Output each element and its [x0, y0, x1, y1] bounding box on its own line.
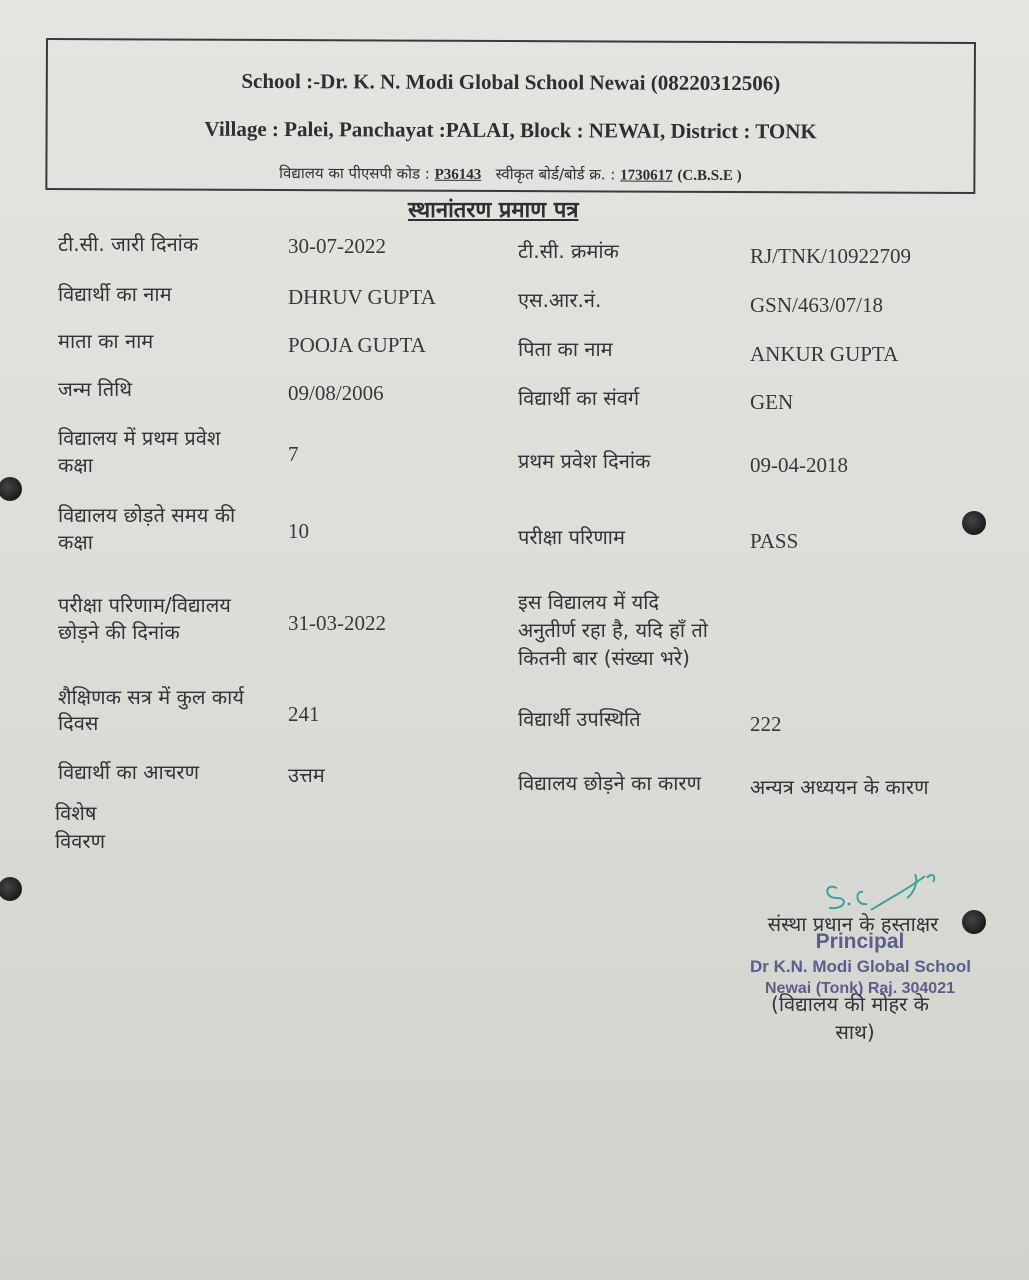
leaving-date-label-line1: परीक्षा परिणाम/विद्यालय: [58, 593, 231, 617]
board-type: (C.B.S.E ): [677, 167, 742, 185]
working-days-label-line1: शैक्षिणक सत्र में कुल कार्य: [58, 685, 244, 709]
conduct-value: उत्तम: [288, 763, 325, 787]
failed-count-label-line3: कितनी बार (संख्या भरे): [518, 646, 690, 670]
psp-code-label: विद्यालय का पीएसपी कोड :: [279, 164, 430, 183]
tc-number-label: टी.सी. क्रमांक: [518, 239, 619, 263]
stamp-address: Newai (Tonk) Raj. 304021: [765, 980, 955, 997]
punch-hole-left-top: [0, 477, 22, 501]
board-label: स्वीकृत बोर्ड/बोर्ड क्र. :: [495, 164, 616, 184]
school-header-box: [45, 38, 976, 194]
sr-number-value: GSN/463/07/18: [750, 293, 884, 317]
category-label: विद्यार्थी का संवर्ग: [518, 386, 640, 410]
document-title: स्थानांतरण प्रमाण पत्र: [408, 198, 579, 223]
tc-number-value: RJ/TNK/10922709: [750, 244, 912, 268]
attendance-label: विद्यार्थी उपस्थिति: [518, 707, 641, 731]
father-name-label: पिता का नाम: [518, 337, 613, 361]
signature-label-line2: (विद्यालय की मोहर के: [771, 992, 929, 1016]
leaving-class-label-line1: विद्यालय छोड़ते समय की: [58, 503, 236, 527]
school-address-line: Village : Palei, Panchayat :PALAI, Block : NEWAI, District : TONK: [204, 116, 817, 144]
first-admission-class-label-line1: विद्यालय में प्रथम प्रवेश: [58, 426, 221, 450]
student-name-value: DHRUV GUPTA: [288, 285, 436, 309]
mother-name-value: POOJA GUPTA: [288, 333, 426, 357]
tc-issue-date-label: टी.सी. जारी दिनांक: [58, 232, 199, 256]
school-name-line: School :-Dr. K. N. Modi Global School Newai (08220312506): [241, 68, 781, 96]
mother-name-label: माता का नाम: [58, 329, 154, 353]
conduct-label: विद्यार्थी का आचरण: [58, 760, 200, 784]
psp-code: P36143: [434, 166, 482, 183]
failed-count-label-line2: अनुतीर्ण रहा है, यदि हाँ तो: [518, 618, 708, 642]
stamp-principal: Principal: [815, 930, 905, 953]
working-days-value: 241: [288, 702, 320, 726]
punch-hole-left-bottom: [0, 877, 22, 901]
leaving-date-label-line2: छोड़ने की दिनांक: [58, 620, 180, 644]
leaving-class-label-line2: कक्षा: [58, 530, 93, 554]
attendance-value: 222: [750, 712, 782, 736]
first-admission-class-value: 7: [288, 442, 299, 466]
sr-number-label: एस.आर.नं.: [518, 288, 602, 312]
exam-result-label: परीक्षा परिणाम: [518, 525, 625, 549]
student-name-label: विद्यार्थी का नाम: [58, 282, 172, 306]
remarks-label-line1: विशेष: [55, 801, 97, 825]
board-number: 1730617: [620, 167, 673, 184]
first-admission-date-value: 09-04-2018: [750, 453, 848, 477]
codes-line: [47, 162, 973, 186]
failed-count-label-line1: इस विद्यालय में यदि: [518, 590, 660, 614]
signature-label-line3: साथ): [835, 1020, 875, 1044]
leaving-date-value: 31-03-2022: [288, 611, 386, 635]
leaving-class-value: 10: [288, 519, 309, 543]
first-admission-class-label-line2: कक्षा: [58, 453, 93, 477]
working-days-label-line2: दिवस: [58, 711, 99, 735]
exam-result-value: PASS: [750, 529, 799, 553]
remarks-label-line2: विवरण: [55, 829, 106, 853]
dob-value: 09/08/2006: [288, 381, 384, 405]
signature-label-line1: संस्था प्रधान के हस्ताक्षर: [767, 912, 939, 936]
father-name-value: ANKUR GUPTA: [750, 342, 899, 366]
punch-hole-right-top: [962, 511, 986, 535]
punch-hole-right-bottom: [962, 910, 986, 934]
first-admission-date-label: प्रथम प्रवेश दिनांक: [518, 449, 651, 473]
category-value: GEN: [750, 390, 794, 414]
tc-issue-date-value: 30-07-2022: [288, 234, 386, 258]
dob-label: जन्म तिथि: [58, 377, 133, 401]
leaving-reason-label: विद्यालय छोड़ने का कारण: [518, 771, 702, 795]
leaving-reason-value: अन्यत्र अध्ययन के कारण: [750, 775, 929, 799]
stamp-school-name: Dr K.N. Modi Global School: [750, 957, 971, 976]
